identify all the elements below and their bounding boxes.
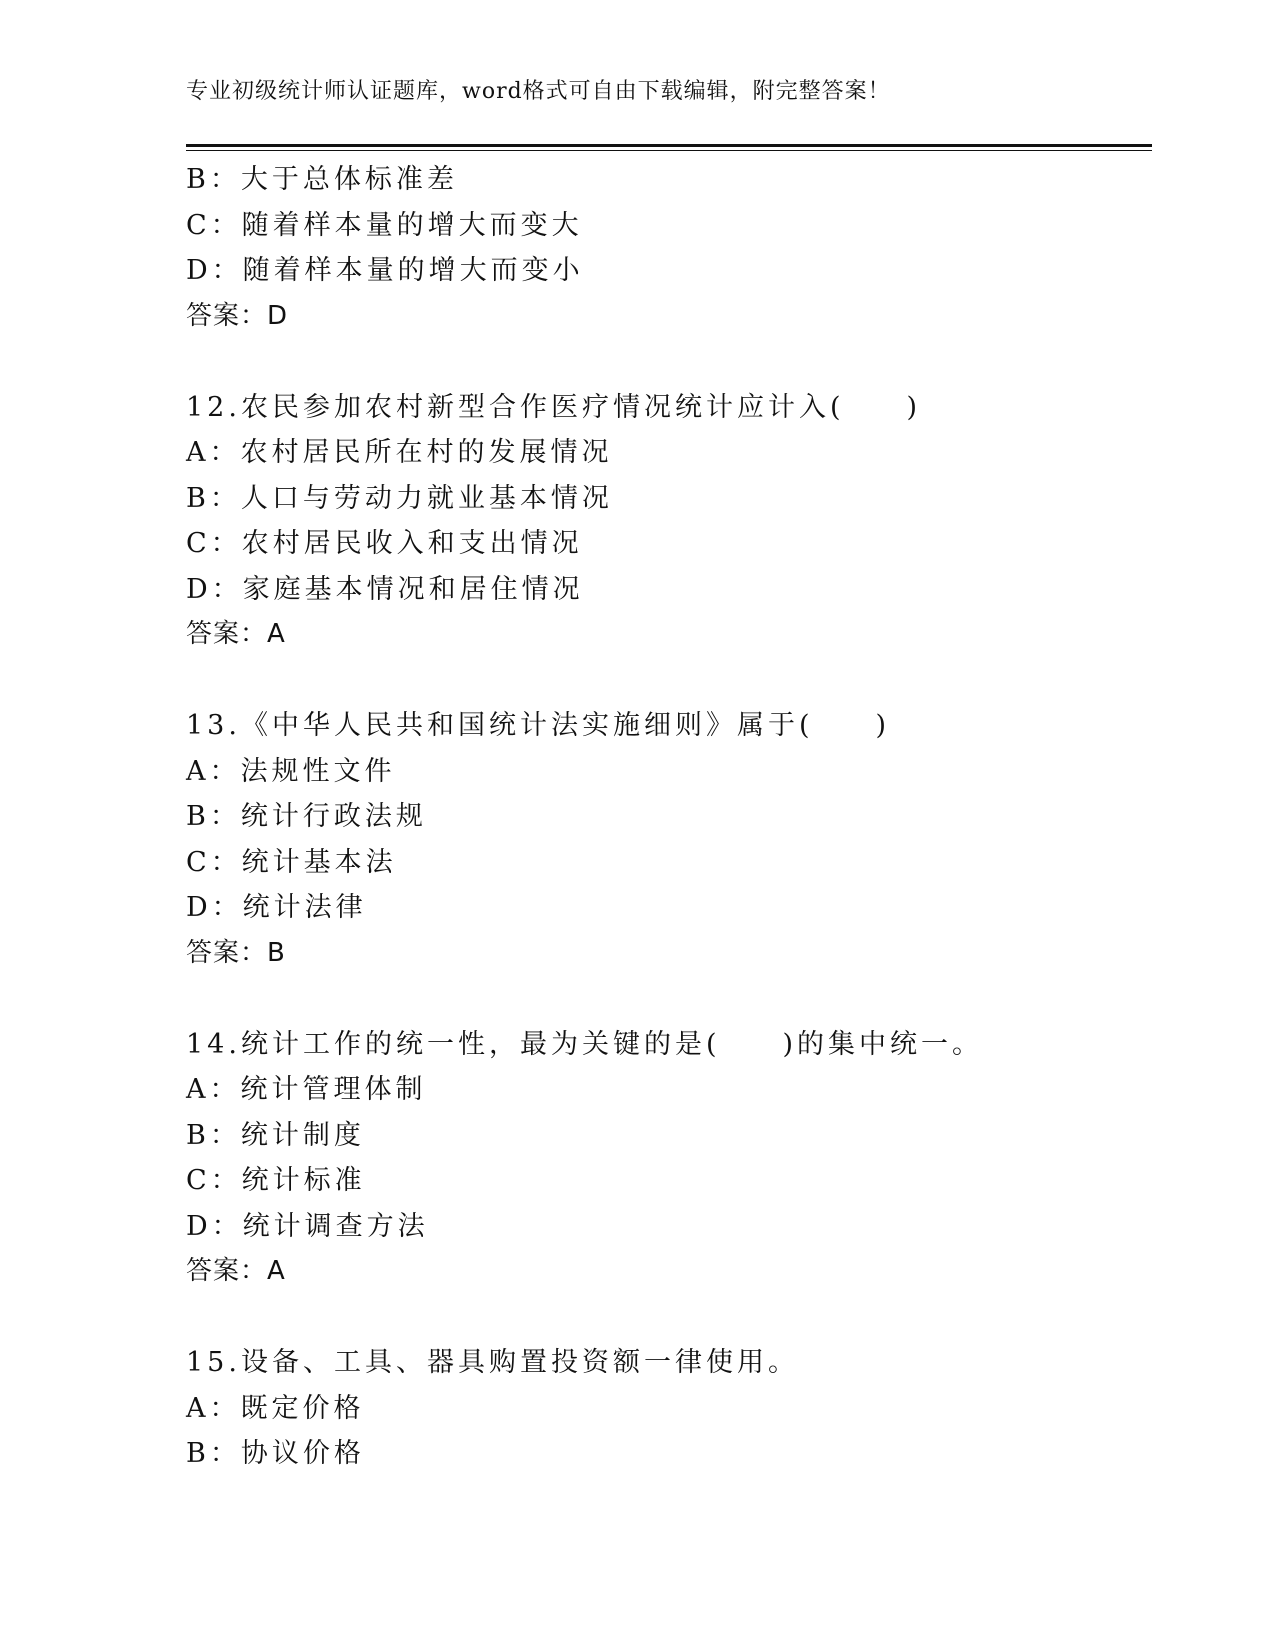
option-b: B：统计行政法规 bbox=[186, 801, 427, 832]
question-stem: 14.统计工作的统一性，最为关键的是( )的集中统一。 bbox=[186, 1028, 984, 1060]
header-rule-thin bbox=[186, 150, 1152, 151]
option-c: C：农村居民收入和支出情况 bbox=[186, 528, 583, 559]
option-a: A：既定价格 bbox=[186, 1392, 365, 1424]
option-d: D：随着样本量的增大而变小 bbox=[186, 255, 584, 286]
answer-line: 答案：D bbox=[186, 300, 289, 331]
question-list bbox=[186, 157, 1152, 1477]
option-b: B：人口与劳动力就业基本情况 bbox=[186, 482, 613, 514]
question-11-tail bbox=[186, 157, 1152, 339]
option-b: B：协议价格 bbox=[186, 1438, 365, 1469]
header-rule-thick bbox=[186, 144, 1152, 147]
option-a: A：法规性文件 bbox=[186, 755, 396, 787]
option-c: C：随着样本量的增大而变大 bbox=[186, 209, 583, 241]
option-c: C：统计标准 bbox=[186, 1165, 366, 1196]
question-13 bbox=[186, 703, 1152, 976]
question-14 bbox=[186, 1022, 1152, 1295]
option-d: D：统计法律 bbox=[186, 892, 367, 923]
option-a: A：农村居民所在村的发展情况 bbox=[186, 437, 613, 468]
option-b: B：统计制度 bbox=[186, 1119, 365, 1151]
option-d: D：统计调查方法 bbox=[186, 1210, 429, 1242]
answer-line: 答案：A bbox=[186, 1256, 286, 1286]
option-a: A：统计管理体制 bbox=[186, 1074, 427, 1105]
question-12 bbox=[186, 385, 1152, 658]
question-15 bbox=[186, 1340, 1152, 1477]
question-stem: 13.《中华人民共和国统计法实施细则》属于( ) bbox=[186, 710, 891, 741]
answer-line: 答案：A bbox=[186, 619, 286, 649]
answer-line: 答案：B bbox=[186, 937, 286, 968]
question-stem: 12.农民参加农村新型合作医疗情况统计应计入( ) bbox=[186, 391, 922, 423]
question-stem: 15.设备、工具、器具购置投资额一律使用。 bbox=[186, 1347, 799, 1378]
option-c: C：统计基本法 bbox=[186, 846, 397, 878]
option-b: B：大于总体标准差 bbox=[186, 164, 458, 195]
page-header: 专业初级统计师认证题库，word格式可自由下载编辑，附完整答案！ bbox=[186, 79, 891, 104]
option-d: D：家庭基本情况和居住情况 bbox=[186, 573, 584, 605]
